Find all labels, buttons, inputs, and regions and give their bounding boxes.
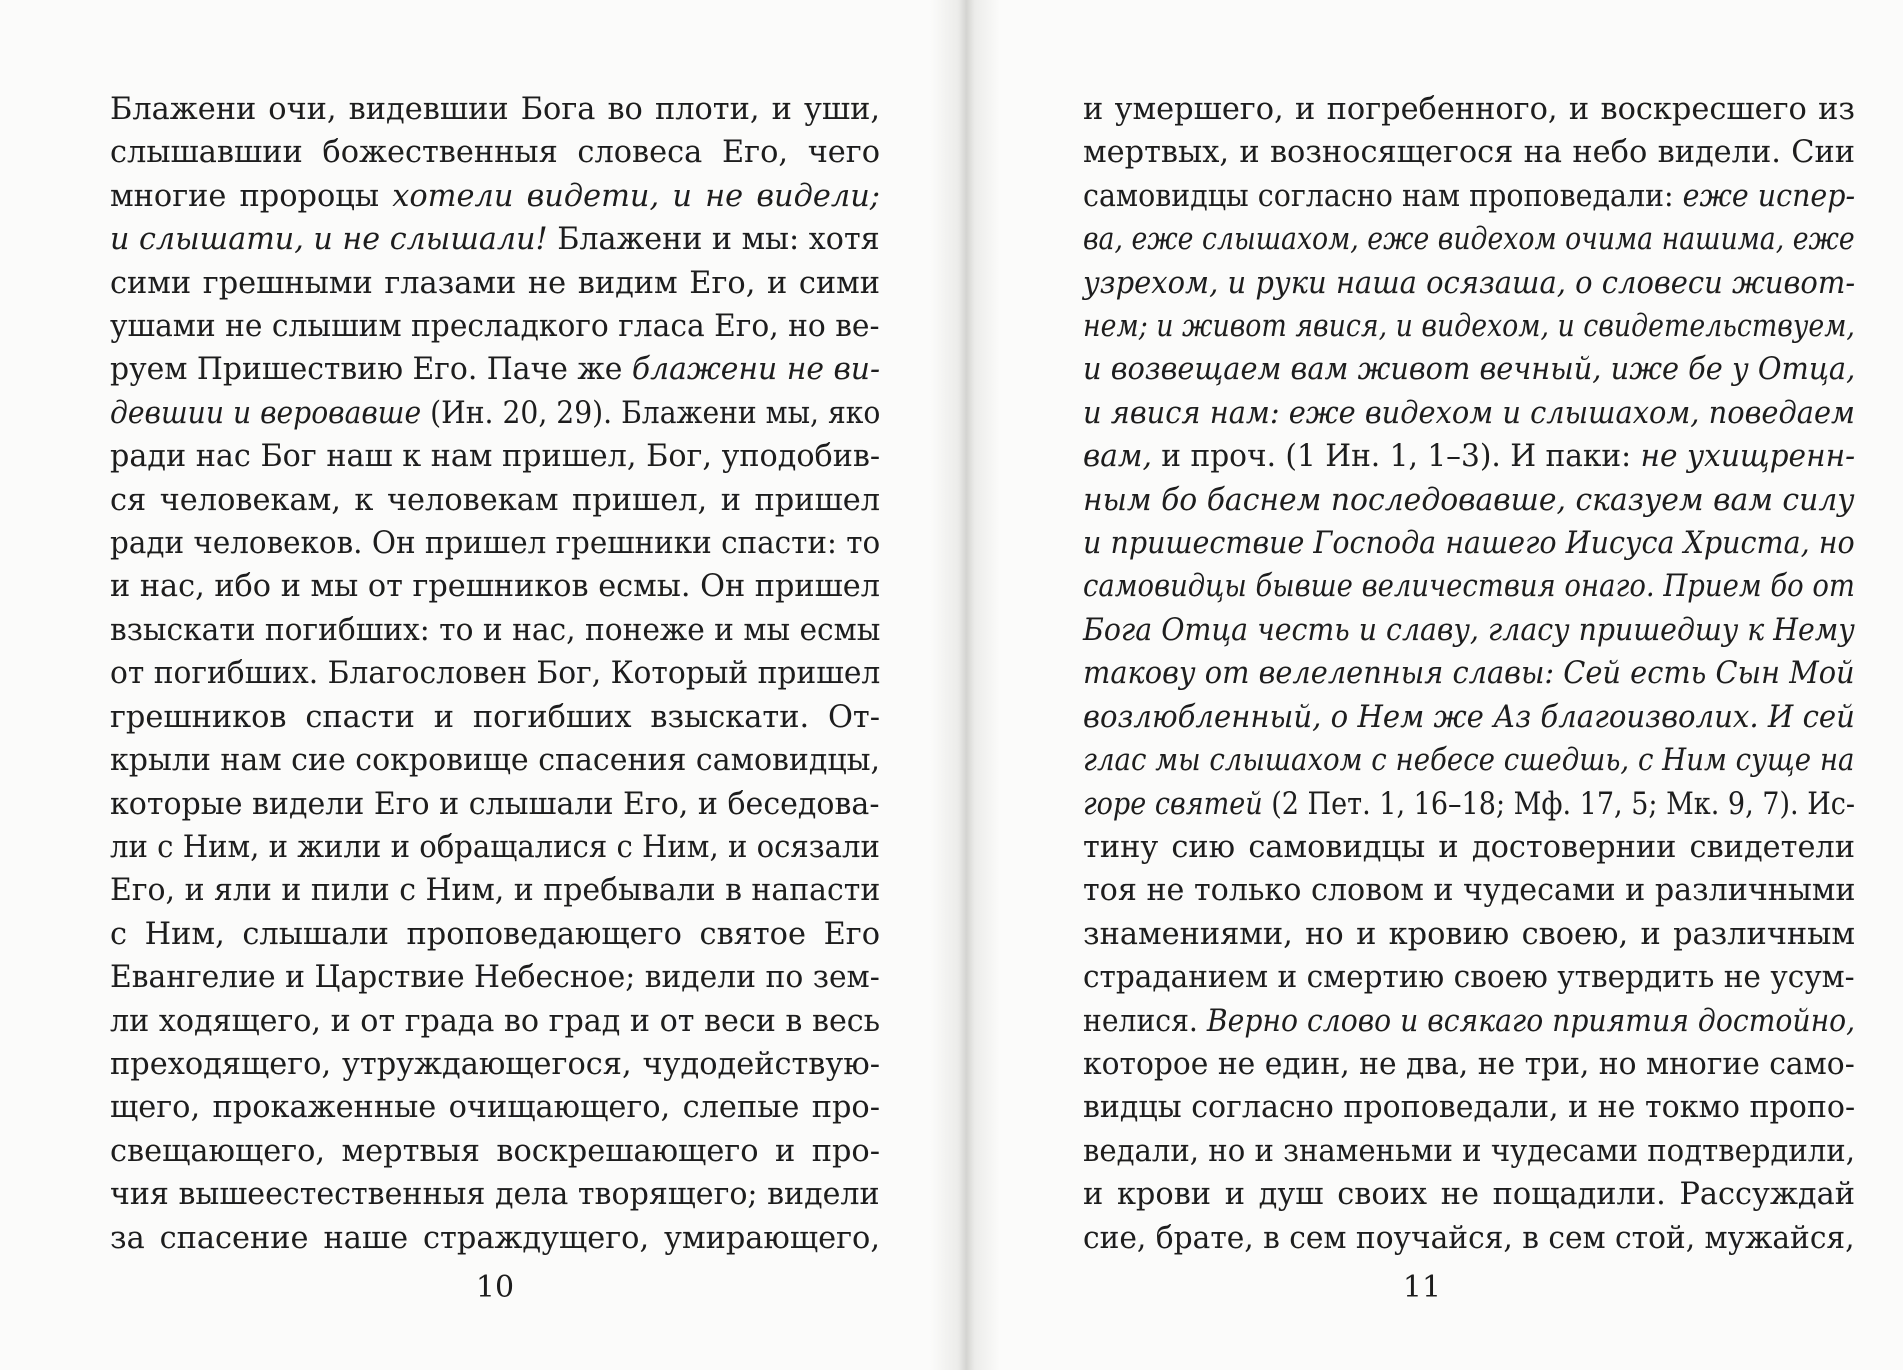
text-line: Бога Отца честь и славу, гласу пришедшу к Нему bbox=[1083, 612, 1855, 648]
text-line: ным бо баснем последовавше, сказуем вам силу bbox=[1083, 482, 1855, 518]
text-line: которое не един, не два, не три, но многие само- bbox=[1083, 1046, 1855, 1082]
text-line: за спасение наше страждущего, умирающего, bbox=[110, 1220, 880, 1256]
text-line: от погибших. Благословен Бог, Который пришел bbox=[110, 656, 881, 692]
page-number-left: 10 bbox=[475, 1270, 515, 1305]
text-line: и нас, ибо и мы от грешников есмы. Он пришел bbox=[110, 569, 880, 605]
text-line: Его, и яли и пили с Ним, и пребывали в напасти bbox=[110, 873, 881, 909]
text-line: нем; и живот явися, и видехом, и свидетельствуем, bbox=[1083, 309, 1855, 345]
text-line: самовидцы бывше величествия онаго. Прием бо от bbox=[1083, 569, 1855, 605]
text-line: Евангелие и Царствие Небесное; видели по зем- bbox=[110, 960, 880, 996]
text-line: мертвых, и возносящегося на небо видели. Сии bbox=[1083, 135, 1855, 171]
text-line: ли с Ним, и жили и обращалися с Ним, и осязали bbox=[110, 829, 880, 865]
text-line: и пришествие Господа нашего Иисуса Христа, но bbox=[1083, 526, 1855, 562]
text-line: такову от велелепныя славы: Сей есть Сын Мой bbox=[1083, 656, 1855, 692]
text-line: ва, еже слышахом, еже видехом очима нашима, еже bbox=[1083, 222, 1855, 258]
text-line: преходящего, утруждающегося, чудодействую- bbox=[110, 1046, 880, 1082]
text-line: многие пророцы хотели видети, и не видели; bbox=[110, 178, 881, 214]
text-line: ся человекам, к человекам пришел, и пришел bbox=[110, 482, 880, 518]
text-line: руем Пришествию Его. Паче же блажени не ви- bbox=[110, 352, 881, 388]
text-line: сие, брате, в сем поучайся, в сем стой, мужайся, bbox=[1083, 1220, 1855, 1256]
right-page-text bbox=[1083, 88, 1855, 1260]
text-line: узрехом, и руки наша осязаша, о словеси живот- bbox=[1083, 265, 1856, 301]
text-line: свещающего, мертвыя воскрешающего и про- bbox=[110, 1133, 880, 1169]
text-line: крыли нам сие сокровище спасения самовидцы, bbox=[110, 743, 881, 779]
text-line: знамениями, но и кровию своею, и различным bbox=[1083, 916, 1855, 952]
text-line: и умершего, и погребенного, и воскресшего из bbox=[1083, 92, 1855, 127]
text-line: самовидцы согласно нам проповедали: еже испер- bbox=[1083, 178, 1856, 214]
text-line: с Ним, слышали проповедающего святое Его bbox=[110, 916, 880, 952]
text-line: горе святей (2 Пет. 1, 16–18; Мф. 17, 5; Мк. 9, 7). Ис- bbox=[1083, 786, 1856, 822]
text-line: нелися. Верно слово и всякаго приятия достойно, bbox=[1083, 1003, 1856, 1039]
text-line: грешников спасти и погибших взыскати. От- bbox=[110, 699, 880, 735]
text-line: тоя не только словом и чудесами и различными bbox=[1083, 873, 1856, 909]
text-line: ради человеков. Он пришел грешники спасти: то bbox=[110, 526, 881, 562]
text-line: которые видели Его и слышали Его, и беседова- bbox=[110, 786, 880, 822]
text-line: видцы согласно проповедали, и не токмо пропо- bbox=[1083, 1090, 1856, 1126]
text-line: и возвещаем вам живот вечный, иже бе у Отца, bbox=[1083, 352, 1856, 388]
text-line: сими грешными глазами не видим Его, и сими bbox=[110, 265, 880, 301]
text-line: слышавшии божественныя словеса Его, чего bbox=[110, 135, 880, 171]
text-line: чия вышеестественныя дела творящего; видели bbox=[110, 1177, 880, 1213]
text-line: глас мы слышахом с небесе сшедшь, с Ним суще на bbox=[1083, 743, 1855, 779]
text-line: и крови и душ своих не пощадили. Рассуждай bbox=[1083, 1177, 1855, 1213]
text-line: щего, прокаженные очищающего, слепые про- bbox=[110, 1090, 880, 1126]
page-number-right: 11 bbox=[1402, 1270, 1442, 1305]
text-line: и слышати, и не слышали! Блажени и мы: хотя bbox=[110, 222, 880, 258]
text-line: ушами не слышим пресладкого гласа Его, но ве- bbox=[110, 309, 880, 345]
text-line: девшии и веровавше (Ин. 20, 29). Блажени мы, яко bbox=[110, 395, 881, 431]
text-line: тину сию самовидцы и достовернии свидетели bbox=[1083, 829, 1855, 865]
text-line: ли ходящего, и от града во град и от веси в весь bbox=[110, 1003, 881, 1039]
left-page-text bbox=[110, 88, 880, 1260]
text-line: ради нас Бог наш к нам пришел, Бог, уподобив- bbox=[110, 439, 881, 475]
text-line: ведали, но и знаменьми и чудесами подтвердили, bbox=[1083, 1133, 1855, 1169]
text-line: Блажени очи, видевшии Бога во плоти, и уши, bbox=[110, 92, 880, 127]
text-line: возлюбленный, о Нем же Аз благоизволих. И сей bbox=[1083, 699, 1855, 735]
right-page bbox=[965, 0, 1903, 1370]
text-line: страданием и смертию своею утвердить не усум- bbox=[1083, 960, 1855, 996]
text-line: и явися нам: еже видехом и слышахом, поведаем bbox=[1083, 395, 1855, 431]
text-line: взыскати погибших: то и нас, понеже и мы есмы bbox=[110, 612, 881, 648]
text-line: вам, и проч. (1 Ин. 1, 1–3). И паки: не ухищренн- bbox=[1083, 439, 1856, 475]
